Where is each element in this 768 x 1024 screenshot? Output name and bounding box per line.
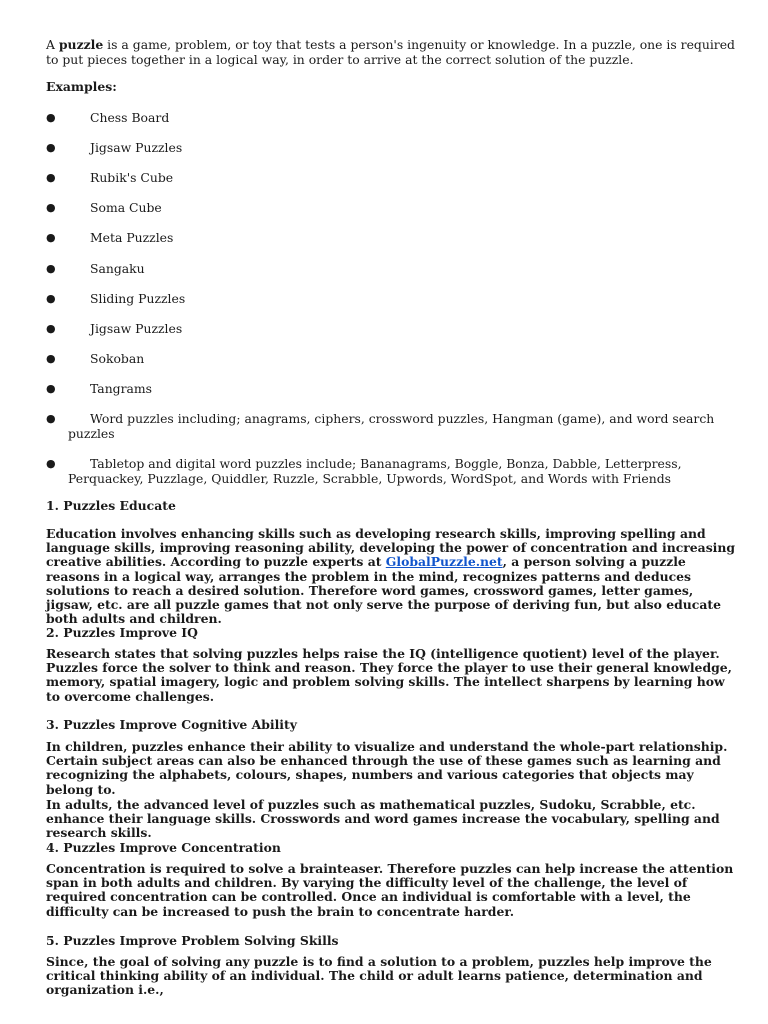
list-item xyxy=(46,456,726,486)
list-item xyxy=(46,110,726,125)
bullet-icon: ● xyxy=(46,382,56,395)
section-1-paragraph xyxy=(46,527,736,626)
section-5-paragraph: Since, the goal of solving any puzzle is to find a solution to a problem, puzzles help improve the critical thinking ability of an individual. The child or adult learns patience, determination and organization i.e., xyxy=(46,954,712,998)
list-item-text: Word puzzles including; anagrams, ciphers, crossword puzzles, Hangman (game), and word search puzzles xyxy=(68,411,715,441)
section-2-paragraph: Research states that solving puzzles helps raise the IQ (intelligence quotient) level of the player. Puzzles force the solver to think and reason. They force the player to use their general knowledge, memory, spatial imagery, logic and problem solving skills. The intellect sharpens by learning how to overcome challenges. xyxy=(46,646,732,704)
globalpuzzle-link[interactable]: GlobalPuzzle.net xyxy=(385,554,503,570)
list-item xyxy=(46,321,726,336)
section-3-paragraph-2: In adults, the advanced level of puzzles such as mathematical puzzles, Sudoku, Scrabble, etc. enhance their language skills. Crosswords and word games increase the vocabulary, spelling and research skills. xyxy=(46,797,720,841)
bullet-icon: ● xyxy=(46,111,56,124)
section-4-paragraph: Concentration is required to solve a brainteaser. Therefore puzzles can help increase the attention span in both adults and children. By varying the difficulty level of the challenge, the level of required concentration can be controlled. Once an individual is comfortable with a level, the difficulty can be increased to push the brain to concentrate harder. xyxy=(46,861,734,919)
bullet-icon: ● xyxy=(46,412,56,425)
list-item xyxy=(46,230,726,245)
section-1-text-after: , a person solving a puzzle reasons in a logical way, arranges the problem in the mind, recognizes patterns and deduces solutions to reach a desired solution. Therefore word games, crossword games, letter games, jigsaw, etc. are all puzzle games that not only serve the purpose of deriving fun, but also educate both adults and children. xyxy=(46,554,721,627)
list-item xyxy=(46,351,726,366)
list-item-text: Sliding Puzzles xyxy=(90,291,186,306)
list-item xyxy=(46,381,726,396)
bullet-icon: ● xyxy=(46,201,56,214)
list-item-text: Tabletop and digital word puzzles include; Bananagrams, Boggle, Bonza, Dabble, Letterpress, Perquackey, Puzzlage, Quiddler, Ruzzle, Scrabble, Upwords, WordSpot, and Words with Friends xyxy=(68,456,682,486)
section-3-paragraph-1: In children, puzzles enhance their ability to visualize and understand the whole-part relationship. Certain subject areas can also be enhanced through the use of these games such as learning and recognizing the alphabets, colours, shapes, numbers and various categories that objects may belong to. xyxy=(46,739,728,797)
intro-prefix: A xyxy=(46,37,59,52)
section-1-text-before: Education involves enhancing skills such as developing research skills, improving spelling and language skills, improving reasoning ability, developing the power of concentration and increasing creative abilities. According to puzzle experts at xyxy=(46,526,736,570)
section-heading-5: 5. Puzzles Improve Problem Solving Skills xyxy=(46,933,339,948)
section-heading-3: 3. Puzzles Improve Cognitive Ability xyxy=(46,717,297,732)
intro-rest: is a game, problem, or toy that tests a person's ingenuity or knowledge. In a puzzle, one is required to put pieces together in a logical way, in order to arrive at the correct solution of the puzzle. xyxy=(46,37,735,68)
bullet-icon: ● xyxy=(46,292,56,305)
list-item-text: Sokoban xyxy=(90,351,145,366)
list-item-text: Rubik's Cube xyxy=(90,170,174,185)
section-heading-1: 1. Puzzles Educate xyxy=(46,498,176,513)
list-item xyxy=(46,170,726,185)
list-item-text: Tangrams xyxy=(90,381,153,396)
intro-term: puzzle xyxy=(58,37,104,52)
bullet-icon: ● xyxy=(46,171,56,184)
list-item-text: Jigsaw Puzzles xyxy=(90,140,183,155)
list-item-text: Chess Board xyxy=(90,110,170,125)
list-item xyxy=(46,140,726,155)
intro-paragraph xyxy=(46,37,736,67)
bullet-icon: ● xyxy=(46,457,56,470)
examples-heading: Examples: xyxy=(46,79,117,94)
list-item-text: Jigsaw Puzzles xyxy=(90,321,183,336)
bullet-icon: ● xyxy=(46,231,56,244)
list-item-text: Sangaku xyxy=(90,261,145,276)
bullet-icon: ● xyxy=(46,262,56,275)
section-heading-2: 2. Puzzles Improve IQ xyxy=(46,625,198,640)
bullet-icon: ● xyxy=(46,322,56,335)
list-item xyxy=(46,261,726,276)
list-item xyxy=(46,200,726,215)
list-item-text: Meta Puzzles xyxy=(90,230,174,245)
list-item xyxy=(46,411,726,441)
list-item-text: Soma Cube xyxy=(90,200,162,215)
section-heading-4: 4. Puzzles Improve Concentration xyxy=(46,840,281,855)
bullet-icon: ● xyxy=(46,352,56,365)
list-item xyxy=(46,291,726,306)
bullet-icon: ● xyxy=(46,141,56,154)
